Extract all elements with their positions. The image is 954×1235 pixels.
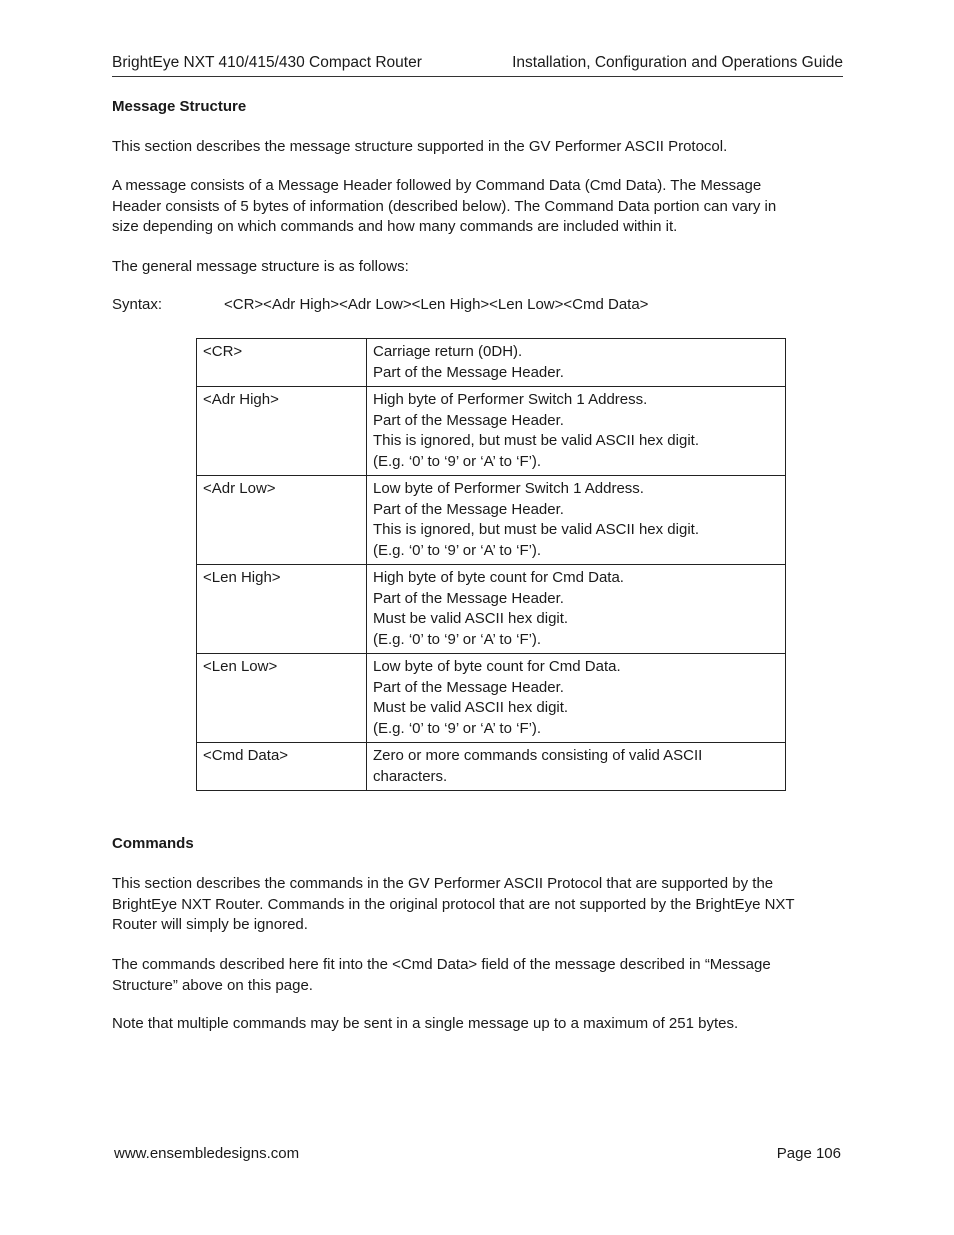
field-description-cell	[367, 654, 786, 743]
field-name-cell: <Len High>	[197, 565, 367, 654]
paragraph-line: Router will simply be ignored.	[112, 916, 308, 933]
paragraph-line: This section describes the commands in the GV Performer ASCII Protocol that are supported by the	[112, 875, 774, 892]
description-line: characters.	[373, 767, 448, 785]
header-guide-title: Installation, Configuration and Operations Guide	[512, 54, 843, 71]
commands-intro-paragraph	[112, 874, 847, 936]
field-name-cell: <CR>	[197, 339, 367, 387]
description-line: High byte of byte count for Cmd Data.	[373, 569, 624, 586]
field-name-cell: <Adr Low>	[197, 476, 367, 565]
paragraph-line: size depending on which commands and how many commands are included within it.	[112, 218, 678, 235]
description-line: This is ignored, but must be valid ASCII hex digit.	[373, 432, 699, 449]
field-description-cell	[367, 339, 786, 387]
commands-field-paragraph	[112, 955, 847, 996]
intro-paragraph: This section describes the message structure supported in the GV Performer ASCII Protocol.	[112, 138, 728, 155]
max-bytes-note: Note that multiple commands may be sent in a single message up to a maximum of 251 bytes.	[112, 1015, 739, 1032]
syntax-label: Syntax:	[112, 296, 163, 313]
paragraph-line: BrightEye NXT Router. Commands in the original protocol that are not supported by the BrightEye NXT	[112, 895, 795, 913]
description-line: Zero or more commands consisting of valid ASCII	[373, 747, 703, 764]
section-heading-message-structure: Message Structure	[112, 98, 247, 115]
description-line: Low byte of byte count for Cmd Data.	[373, 658, 621, 675]
page-header	[112, 54, 843, 77]
description-line: Part of the Message Header.	[373, 589, 564, 607]
field-description-cell	[367, 565, 786, 654]
paragraph-line: Structure” above on this page.	[112, 976, 313, 994]
table-row	[197, 654, 786, 743]
structure-intro-paragraph: The general message structure is as follows:	[112, 258, 409, 275]
description-line: Part of the Message Header.	[373, 678, 564, 696]
field-description-cell	[367, 476, 786, 565]
description-line: Carriage return (0DH).	[373, 343, 523, 360]
table-row	[197, 565, 786, 654]
field-name-cell: <Len Low>	[197, 654, 367, 743]
field-name-cell: <Cmd Data>	[197, 743, 367, 791]
table-row	[197, 476, 786, 565]
paragraph-line: A message consists of a Message Header followed by Command Data (Cmd Data). The Message	[112, 177, 762, 194]
description-line: (E.g. ‘0’ to ‘9’ or ‘A’ to ‘F’).	[373, 541, 542, 559]
description-line: Part of the Message Header.	[373, 411, 564, 429]
paragraph-line: The commands described here fit into the <Cmd Data> field of the message described in “Message	[112, 956, 771, 973]
syntax-value: <CR><Adr High><Adr Low><Len High><Len Low><Cmd Data>	[224, 296, 649, 313]
description-line: Must be valid ASCII hex digit.	[373, 699, 569, 716]
description-line: (E.g. ‘0’ to ‘9’ or ‘A’ to ‘F’).	[373, 719, 542, 737]
field-description-cell	[367, 387, 786, 476]
description-line: Low byte of Performer Switch 1 Address.	[373, 480, 644, 497]
table-row	[197, 339, 786, 387]
description-line: This is ignored, but must be valid ASCII hex digit.	[373, 521, 699, 538]
section-heading-commands: Commands	[112, 835, 194, 852]
footer-website: www.ensembledesigns.com	[114, 1145, 300, 1162]
table-row	[197, 743, 786, 791]
header-product-title: BrightEye NXT 410/415/430 Compact Router	[112, 54, 422, 71]
table-row	[197, 387, 786, 476]
footer-page-number: Page 106	[776, 1145, 841, 1162]
description-line: Must be valid ASCII hex digit.	[373, 610, 569, 627]
description-line: Part of the Message Header.	[373, 363, 564, 381]
field-description-cell	[367, 743, 786, 791]
message-description-paragraph	[112, 176, 847, 238]
paragraph-line: Header consists of 5 bytes of information (described below). The Command Data portion can vary in	[112, 197, 777, 215]
field-name-cell: <Adr High>	[197, 387, 367, 476]
description-line: (E.g. ‘0’ to ‘9’ or ‘A’ to ‘F’).	[373, 630, 542, 648]
description-line: (E.g. ‘0’ to ‘9’ or ‘A’ to ‘F’).	[373, 452, 542, 470]
description-line: High byte of Performer Switch 1 Address.	[373, 391, 648, 408]
message-structure-table	[196, 338, 786, 791]
description-line: Part of the Message Header.	[373, 500, 564, 518]
